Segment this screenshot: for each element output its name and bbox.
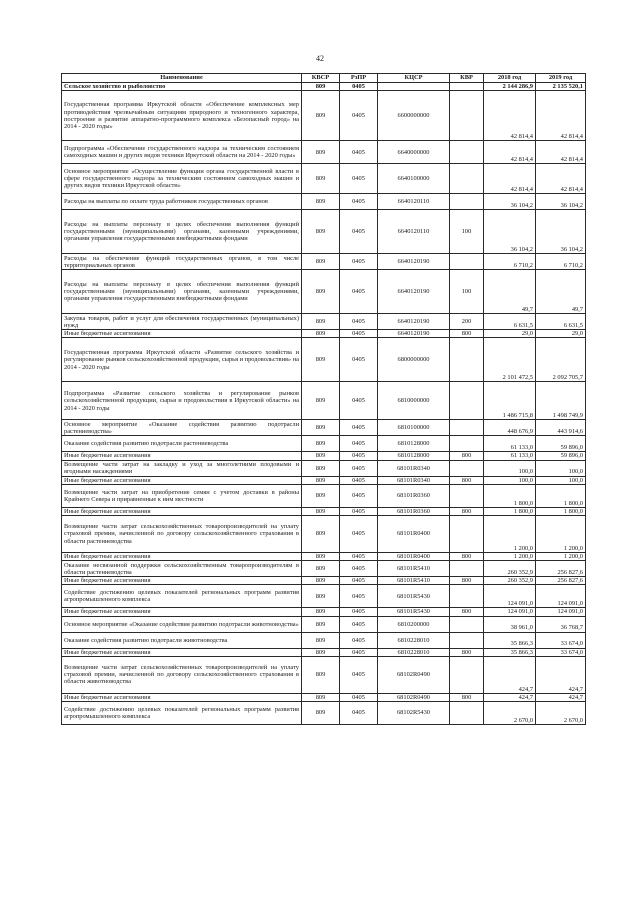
cell-kvr: 800 <box>450 507 484 515</box>
cell-kvsr: 809 <box>302 452 340 460</box>
cell-kvsr: 809 <box>302 702 340 725</box>
cell-2018: 124 091,0 <box>484 608 536 616</box>
cell-name: Иные бюджетные ассигнования <box>62 476 302 484</box>
cell-rzpr: 0405 <box>340 553 378 561</box>
cell-kcsr: 68101R0360 <box>378 507 450 515</box>
cell-2019: 100,0 <box>536 476 586 484</box>
cell-name: Иные бюджетные ассигнования <box>62 648 302 656</box>
cell-name: Подпрограмма «Обеспечение государственного надзора за техническим состоянием самоходных машин и других видов техники Иркутской области на 2014 - 2020 годы» <box>62 141 302 164</box>
cell-rzpr: 0405 <box>340 460 378 476</box>
cell-kvr <box>450 484 484 507</box>
cell-2018: 29,0 <box>484 330 536 338</box>
cell-kvsr: 809 <box>302 608 340 616</box>
cell-kcsr: 6640100000 <box>378 164 450 194</box>
cell-kvsr: 809 <box>302 516 340 553</box>
cell-name: Сельское хозяйство и рыболовство <box>62 83 302 91</box>
cell-2019: 59 896,0 <box>536 452 586 460</box>
cell-kcsr: 68101R0360 <box>378 484 450 507</box>
cell-2018: 2 101 472,5 <box>484 338 536 382</box>
cell-kvsr: 809 <box>302 648 340 656</box>
cell-rzpr: 0405 <box>340 330 378 338</box>
cell-kcsr <box>378 83 450 91</box>
cell-name: Иные бюджетные ассигнования <box>62 693 302 701</box>
table-row <box>62 460 586 476</box>
cell-kcsr: 6640000000 <box>378 141 450 164</box>
cell-2019: 6 631,5 <box>536 314 586 330</box>
cell-2018: 42 814,4 <box>484 164 536 194</box>
cell-kcsr: 6810128000 <box>378 436 450 452</box>
cell-name: Содействие достижению целевых показателей региональных программ развития агропромышленного комплекса <box>62 702 302 725</box>
cell-kcsr: 68102R0490 <box>378 656 450 693</box>
cell-2018: 424,7 <box>484 656 536 693</box>
cell-2018: 260 352,9 <box>484 577 536 585</box>
table-header <box>62 74 586 83</box>
cell-2019: 1 800,0 <box>536 507 586 515</box>
cell-2019: 36 104,2 <box>536 194 586 210</box>
cell-kvr <box>450 83 484 91</box>
cell-2018: 424,7 <box>484 693 536 701</box>
cell-rzpr: 0405 <box>340 194 378 210</box>
cell-kvr <box>450 91 484 141</box>
cell-kvsr: 809 <box>302 314 340 330</box>
cell-2019: 59 896,0 <box>536 436 586 452</box>
cell-2019: 2 135 520,1 <box>536 83 586 91</box>
cell-kcsr: 6810228010 <box>378 632 450 648</box>
cell-kcsr: 68101R0400 <box>378 516 450 553</box>
cell-kvsr: 809 <box>302 91 340 141</box>
cell-kvr: 800 <box>450 330 484 338</box>
table-row <box>62 83 586 91</box>
cell-kcsr: 68101R0340 <box>378 476 450 484</box>
table-row <box>62 516 586 553</box>
table-row <box>62 561 586 577</box>
cell-kvsr: 809 <box>302 460 340 476</box>
cell-2019: 424,7 <box>536 693 586 701</box>
cell-2019: 33 674,0 <box>536 632 586 648</box>
cell-kvr <box>450 632 484 648</box>
cell-kvr: 200 <box>450 314 484 330</box>
cell-2019: 36 768,7 <box>536 616 586 632</box>
cell-kvsr: 809 <box>302 561 340 577</box>
cell-2018: 124 091,0 <box>484 585 536 608</box>
cell-kvr <box>450 460 484 476</box>
cell-name: Оказание содействия развитию подотрасли животноводства <box>62 632 302 648</box>
cell-rzpr: 0405 <box>340 210 378 254</box>
cell-kvsr: 809 <box>302 194 340 210</box>
cell-2019: 124 091,0 <box>536 608 586 616</box>
table-row <box>62 436 586 452</box>
cell-2018: 260 352,9 <box>484 561 536 577</box>
cell-kvsr: 809 <box>302 270 340 314</box>
cell-kcsr: 6600000000 <box>378 91 450 141</box>
header-name: Наименование <box>62 74 302 83</box>
cell-kvsr: 809 <box>302 254 340 270</box>
budget-table <box>61 73 586 725</box>
header-kvr: КВР <box>450 74 484 83</box>
table-row <box>62 648 586 656</box>
cell-kvr <box>450 561 484 577</box>
cell-kcsr: 68102R5430 <box>378 702 450 725</box>
cell-2019: 42 814,4 <box>536 91 586 141</box>
cell-kcsr: 6810100000 <box>378 420 450 436</box>
cell-kvr <box>450 164 484 194</box>
cell-kvr <box>450 656 484 693</box>
cell-kvsr: 809 <box>302 632 340 648</box>
cell-rzpr: 0405 <box>340 516 378 553</box>
cell-2019: 2 092 705,7 <box>536 338 586 382</box>
cell-2019: 100,0 <box>536 460 586 476</box>
cell-kcsr: 68101R5430 <box>378 585 450 608</box>
cell-kvr: 800 <box>450 452 484 460</box>
cell-kvr: 800 <box>450 648 484 656</box>
header-row <box>62 74 586 83</box>
cell-2019: 42 814,4 <box>536 164 586 194</box>
cell-rzpr: 0405 <box>340 693 378 701</box>
header-kcsr: КЦСР <box>378 74 450 83</box>
cell-rzpr: 0405 <box>340 91 378 141</box>
cell-rzpr: 0405 <box>340 270 378 314</box>
cell-kcsr: 68101R0400 <box>378 553 450 561</box>
cell-rzpr: 0405 <box>340 164 378 194</box>
cell-name: Иные бюджетные ассигнования <box>62 507 302 515</box>
table-row <box>62 585 586 608</box>
cell-name: Подпрограмма «Развитие сельского хозяйства и регулирование рынков сельскохозяйственной продукции, сырья и продовольствия в Иркутской области» на 2014 - 2020 годы <box>62 382 302 420</box>
cell-rzpr: 0405 <box>340 561 378 577</box>
cell-kvr <box>450 585 484 608</box>
cell-rzpr: 0405 <box>340 314 378 330</box>
cell-rzpr: 0405 <box>340 507 378 515</box>
cell-name: Оказание несвязанной поддержки сельскохозяйственным товаропроизводителям в области растениеводства <box>62 561 302 577</box>
cell-rzpr: 0405 <box>340 338 378 382</box>
cell-2018: 6 631,5 <box>484 314 536 330</box>
cell-2019: 443 914,6 <box>536 420 586 436</box>
cell-name: Расходы на выплаты персоналу в целях обеспечения выполнения функций государственными (муниципальными) органами, казенными учреждениями, органами управления государственными внебюджетными фондами <box>62 210 302 254</box>
cell-kvsr: 809 <box>302 141 340 164</box>
cell-name: Иные бюджетные ассигнования <box>62 330 302 338</box>
cell-kvsr: 809 <box>302 164 340 194</box>
cell-2019: 256 827,6 <box>536 577 586 585</box>
table-row <box>62 452 586 460</box>
cell-name: Государственная программа Иркутской области «Обеспечение комплексных мер противодействия чрезвычайным ситуациям природного и техногенного характера, построение и развитие аппаратно-программного комплекса «Безопасный город» на 2014 - 2020 годы» <box>62 91 302 141</box>
cell-2018: 100,0 <box>484 476 536 484</box>
cell-kvsr: 809 <box>302 83 340 91</box>
table-row <box>62 553 586 561</box>
cell-2018: 61 133,0 <box>484 436 536 452</box>
cell-name: Расходы на выплаты персоналу в целях обеспечения выполнения функций государственными (муниципальными) органами, казенными учреждениями, органами управления государственными внебюджетными фондами <box>62 270 302 314</box>
table-row <box>62 91 586 141</box>
cell-kvr <box>450 194 484 210</box>
cell-kcsr: 68101R5410 <box>378 561 450 577</box>
cell-name: Возмещение части затрат на закладку и уход за многолетними плодовыми и ягодными насаждениями <box>62 460 302 476</box>
cell-rzpr: 0405 <box>340 141 378 164</box>
cell-kcsr: 6640120190 <box>378 330 450 338</box>
cell-2018: 448 676,9 <box>484 420 536 436</box>
cell-kvr <box>450 516 484 553</box>
cell-2019: 1 498 749,9 <box>536 382 586 420</box>
table-row <box>62 330 586 338</box>
cell-name: Иные бюджетные ассигнования <box>62 553 302 561</box>
cell-2018: 2 144 286,9 <box>484 83 536 91</box>
cell-2018: 36 104,2 <box>484 210 536 254</box>
cell-2018: 100,0 <box>484 460 536 476</box>
cell-name: Иные бюджетные ассигнования <box>62 577 302 585</box>
cell-kvr: 800 <box>450 476 484 484</box>
cell-rzpr: 0405 <box>340 608 378 616</box>
cell-2019: 6 710,2 <box>536 254 586 270</box>
cell-kvr: 800 <box>450 693 484 701</box>
cell-name: Возмещение части затрат сельскохозяйственных товаропроизводителей на уплату страховой премии, начисленной по договору сельскохозяйственного страхования в области животноводства <box>62 656 302 693</box>
cell-2018: 1 486 715,8 <box>484 382 536 420</box>
table-row <box>62 382 586 420</box>
cell-kvsr: 809 <box>302 420 340 436</box>
cell-kvsr: 809 <box>302 585 340 608</box>
cell-2018: 1 200,0 <box>484 553 536 561</box>
table-row <box>62 338 586 382</box>
table-row <box>62 702 586 725</box>
cell-kcsr: 68101R5410 <box>378 577 450 585</box>
cell-name: Государственная программа Иркутской области «Развитие сельского хозяйства и регулирование рынков сельскохозяйственной продукции, сырья и продовольствия» на 2014 - 2020 годы <box>62 338 302 382</box>
cell-kcsr: 6640120190 <box>378 270 450 314</box>
cell-2018: 36 104,2 <box>484 194 536 210</box>
cell-kvsr: 809 <box>302 382 340 420</box>
cell-kvsr: 809 <box>302 553 340 561</box>
cell-kvr: 800 <box>450 577 484 585</box>
cell-name: Основное мероприятие «Оказание содействия развитию подотрасли животноводства» <box>62 616 302 632</box>
cell-2019: 1 200,0 <box>536 553 586 561</box>
cell-rzpr: 0405 <box>340 484 378 507</box>
cell-kcsr: 6640120190 <box>378 254 450 270</box>
cell-kvr: 100 <box>450 270 484 314</box>
header-2019: 2019 год <box>536 74 586 83</box>
cell-2018: 1 800,0 <box>484 484 536 507</box>
cell-kvsr: 809 <box>302 330 340 338</box>
cell-kvsr: 809 <box>302 656 340 693</box>
cell-2019: 42 814,4 <box>536 141 586 164</box>
cell-2018: 49,7 <box>484 270 536 314</box>
cell-kcsr: 6810000000 <box>378 382 450 420</box>
cell-name: Возмещение части затрат на приобретение семян с учетом доставки в районы Крайнего Севера и приравненные к ним местности <box>62 484 302 507</box>
cell-kvsr: 809 <box>302 338 340 382</box>
cell-name: Основное мероприятие «Осуществление функции органа государственной власти в сфере государственного надзора за техническим состоянием самоходных машин и других видов техники Иркутской области» <box>62 164 302 194</box>
cell-name: Содействие достижению целевых показателей региональных программ развития агропромышленного комплекса <box>62 585 302 608</box>
cell-kcsr: 6800000000 <box>378 338 450 382</box>
table-row <box>62 210 586 254</box>
cell-2018: 35 866,3 <box>484 648 536 656</box>
cell-kvsr: 809 <box>302 210 340 254</box>
cell-kvr: 800 <box>450 553 484 561</box>
cell-rzpr: 0405 <box>340 420 378 436</box>
cell-2019: 256 827,6 <box>536 561 586 577</box>
cell-name: Основное мероприятие «Оказание содействия развитию подотрасли растениеводства» <box>62 420 302 436</box>
table-body <box>62 83 586 725</box>
cell-kcsr: 6810128000 <box>378 452 450 460</box>
table-row <box>62 608 586 616</box>
cell-2018: 61 133,0 <box>484 452 536 460</box>
table-row <box>62 656 586 693</box>
cell-kvr <box>450 420 484 436</box>
cell-2018: 1 800,0 <box>484 507 536 515</box>
cell-name: Расходы на обеспечение функций государственных органов, в том числе территориальных органов <box>62 254 302 270</box>
cell-name: Возмещение части затрат сельскохозяйственных товаропроизводителей на уплату страховой премии, начисленной по договору сельскохозяйственного страхования в области растениеводства <box>62 516 302 553</box>
cell-kvsr: 809 <box>302 484 340 507</box>
table-row <box>62 632 586 648</box>
cell-kcsr: 68102R0490 <box>378 693 450 701</box>
cell-2019: 49,7 <box>536 270 586 314</box>
cell-2019: 424,7 <box>536 656 586 693</box>
table-row <box>62 693 586 701</box>
cell-kcsr: 68101R0340 <box>378 460 450 476</box>
table-row <box>62 164 586 194</box>
cell-kcsr: 6640120110 <box>378 194 450 210</box>
table-row <box>62 254 586 270</box>
cell-rzpr: 0405 <box>340 382 378 420</box>
page-number: 42 <box>316 54 324 63</box>
table-row <box>62 141 586 164</box>
cell-2019: 33 674,0 <box>536 648 586 656</box>
table-row <box>62 476 586 484</box>
cell-kvsr: 809 <box>302 436 340 452</box>
cell-kcsr: 6810200000 <box>378 616 450 632</box>
cell-rzpr: 0405 <box>340 254 378 270</box>
cell-rzpr: 0405 <box>340 577 378 585</box>
cell-kvsr: 809 <box>302 693 340 701</box>
cell-2019: 36 104,2 <box>536 210 586 254</box>
cell-2018: 38 961,0 <box>484 616 536 632</box>
cell-name: Закупка товаров, работ и услуг для обеспечения государственных (муниципальных) нужд <box>62 314 302 330</box>
cell-rzpr: 0405 <box>340 616 378 632</box>
cell-rzpr: 0405 <box>340 632 378 648</box>
cell-kvr <box>450 382 484 420</box>
cell-kcsr: 6640120190 <box>378 314 450 330</box>
table-row <box>62 616 586 632</box>
cell-kvr <box>450 702 484 725</box>
table-row <box>62 314 586 330</box>
cell-kvsr: 809 <box>302 476 340 484</box>
table-row <box>62 507 586 515</box>
cell-rzpr: 0405 <box>340 452 378 460</box>
cell-rzpr: 0405 <box>340 476 378 484</box>
cell-rzpr: 0405 <box>340 585 378 608</box>
cell-2019: 124 091,0 <box>536 585 586 608</box>
cell-kvr <box>450 254 484 270</box>
cell-2019: 29,0 <box>536 330 586 338</box>
cell-2018: 2 670,0 <box>484 702 536 725</box>
cell-2018: 42 814,4 <box>484 141 536 164</box>
cell-kvr <box>450 141 484 164</box>
cell-kvr <box>450 436 484 452</box>
cell-name: Иные бюджетные ассигнования <box>62 452 302 460</box>
cell-name: Расходы на выплаты по оплате труда работников государственных органов <box>62 194 302 210</box>
cell-kvsr: 809 <box>302 616 340 632</box>
cell-2019: 1 200,0 <box>536 516 586 553</box>
table-row <box>62 194 586 210</box>
header-2018: 2018 год <box>484 74 536 83</box>
cell-name: Иные бюджетные ассигнования <box>62 608 302 616</box>
header-rzpr: РзПР <box>340 74 378 83</box>
cell-rzpr: 0405 <box>340 436 378 452</box>
cell-2018: 1 200,0 <box>484 516 536 553</box>
cell-2019: 1 800,0 <box>536 484 586 507</box>
cell-rzpr: 0405 <box>340 648 378 656</box>
cell-kvr <box>450 338 484 382</box>
cell-2019: 2 670,0 <box>536 702 586 725</box>
cell-kvr: 800 <box>450 608 484 616</box>
cell-kcsr: 6810228010 <box>378 648 450 656</box>
cell-kvsr: 809 <box>302 507 340 515</box>
cell-rzpr: 0405 <box>340 656 378 693</box>
cell-name: Оказание содействия развитию подотрасли растениеводства <box>62 436 302 452</box>
cell-rzpr: 0405 <box>340 83 378 91</box>
table-row <box>62 420 586 436</box>
cell-2018: 42 814,4 <box>484 91 536 141</box>
cell-2018: 6 710,2 <box>484 254 536 270</box>
cell-rzpr: 0405 <box>340 702 378 725</box>
header-kvsr: КВСР <box>302 74 340 83</box>
cell-kvsr: 809 <box>302 577 340 585</box>
cell-2018: 35 866,3 <box>484 632 536 648</box>
cell-kvr <box>450 616 484 632</box>
cell-kcsr: 6640120110 <box>378 210 450 254</box>
cell-kvr: 100 <box>450 210 484 254</box>
table-row <box>62 270 586 314</box>
cell-kcsr: 68101R5430 <box>378 608 450 616</box>
table-row <box>62 484 586 507</box>
table-row <box>62 577 586 585</box>
